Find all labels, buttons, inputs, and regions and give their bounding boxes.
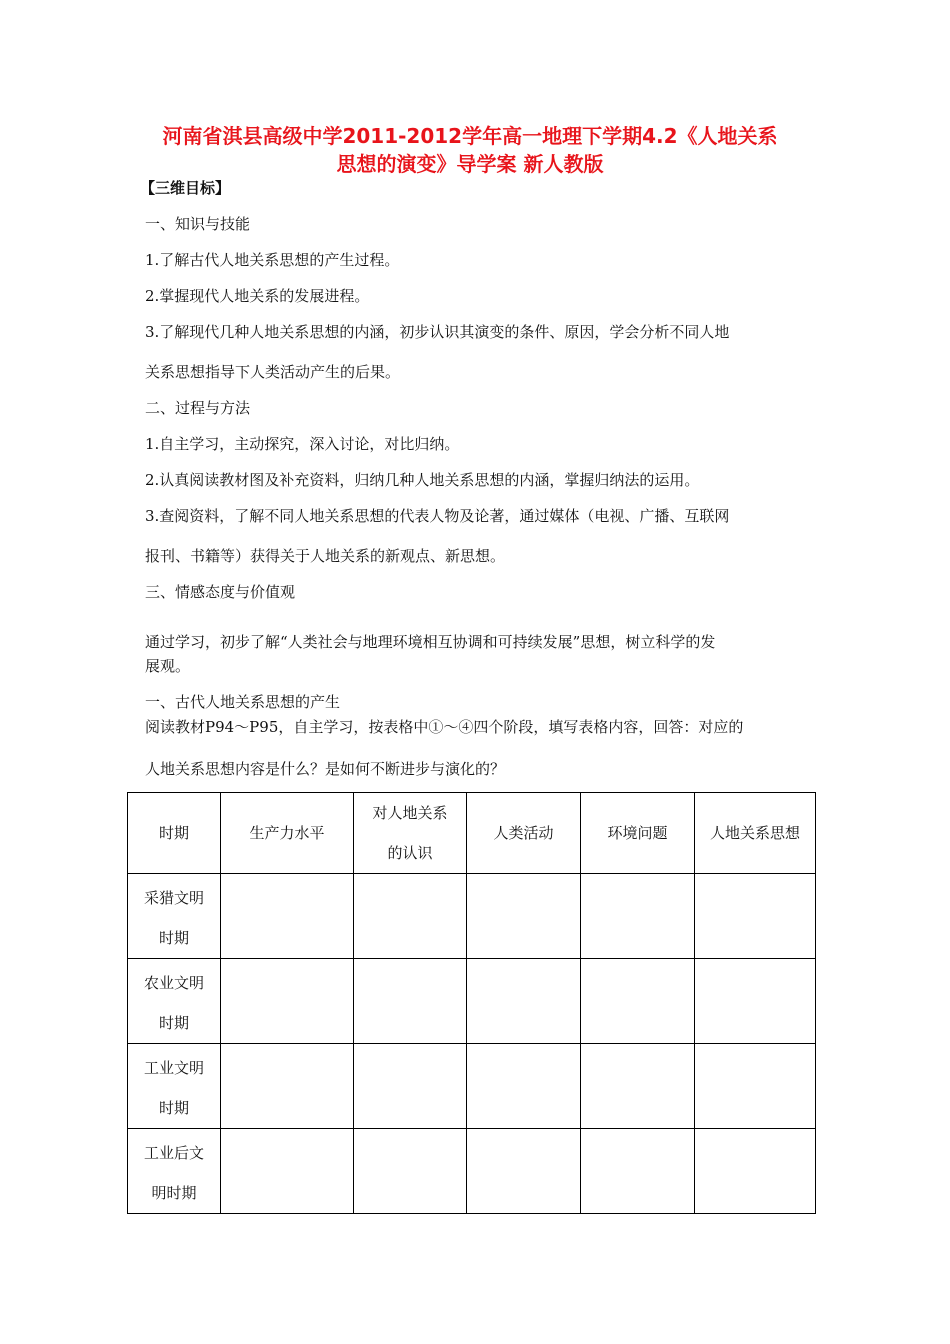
knowledge-item-3b: 关系思想指导下人类活动产生的后果。: [145, 363, 401, 381]
knowledge-item-2: 2.掌握现代人地关系的发展进程。: [145, 287, 370, 305]
table-row: [128, 1129, 816, 1214]
process-item-3a: 3.查阅资料，了解不同人地关系思想的代表人物及论著，通过媒体（电视、广播、互联网: [145, 507, 730, 525]
part1-heading: 一、古代人地关系思想的产生: [145, 693, 341, 711]
knowledge-item-3a: 3.了解现代几种人地关系思想的内涵，初步认识其演变的条件、原因，学会分析不同人地: [145, 323, 730, 341]
period-line-2: 时期: [158, 1099, 189, 1117]
period-cell: [128, 874, 221, 959]
blank-cell[interactable]: [581, 1129, 695, 1214]
process-heading: 二、过程与方法: [145, 399, 251, 417]
process-item-1: 1.自主学习，主动探究，深入讨论，对比归纳。: [145, 435, 460, 453]
blank-cell[interactable]: [467, 1044, 581, 1129]
process-item-3b: 报刊、书籍等）获得关于人地关系的新观点、新思想。: [145, 547, 506, 565]
table-header-row: [128, 793, 816, 874]
section-header: 【三维目标】: [140, 179, 231, 197]
blank-cell[interactable]: [581, 874, 695, 959]
period-line-1: 采猎文明: [143, 889, 204, 907]
period-line-2: 明时期: [151, 1184, 197, 1202]
document-title: [120, 122, 820, 178]
header-cognition: [354, 793, 467, 874]
emotion-item-1a: 通过学习，初步了解“人类社会与地理环境相互协调和可持续发展”思想，树立科学的发: [145, 633, 716, 651]
header-env: 环境问题: [581, 793, 695, 874]
period-cell: [128, 1129, 221, 1214]
table-row: [128, 874, 816, 959]
blank-cell[interactable]: [467, 874, 581, 959]
blank-cell[interactable]: [695, 874, 816, 959]
header-cognition-line-2: 的认识: [387, 844, 433, 862]
blank-cell[interactable]: [354, 1044, 467, 1129]
blank-cell[interactable]: [695, 959, 816, 1044]
emotion-item-1b: 展观。: [145, 657, 191, 675]
knowledge-item-1: 1.了解古代人地关系思想的产生过程。: [145, 251, 400, 269]
blank-cell[interactable]: [354, 1129, 467, 1214]
table-row: [128, 959, 816, 1044]
blank-cell[interactable]: [354, 959, 467, 1044]
blank-cell[interactable]: [467, 1129, 581, 1214]
period-line-2: 时期: [158, 929, 189, 947]
table-row: [128, 1044, 816, 1129]
period-line-1: 农业文明: [143, 974, 204, 992]
blank-cell[interactable]: [695, 1044, 816, 1129]
title-line-2: 思想的演变》导学案 新人教版: [336, 152, 604, 176]
part1-instruction-a: 阅读教材P94～P95，自主学习，按表格中①～④四个阶段，填写表格内容，回答：对应的: [145, 718, 744, 736]
title-line-1: 河南省淇县高级中学2011-2012学年高一地理下学期4.2《人地关系: [162, 124, 778, 148]
period-line-1: 工业后文: [143, 1144, 204, 1162]
blank-cell[interactable]: [581, 1044, 695, 1129]
period-line-2: 时期: [158, 1014, 189, 1032]
header-thought: 人地关系思想: [695, 793, 816, 874]
period-line-1: 工业文明: [143, 1059, 204, 1077]
header-period: 时期: [128, 793, 221, 874]
blank-cell[interactable]: [581, 959, 695, 1044]
blank-cell[interactable]: [221, 874, 354, 959]
blank-cell[interactable]: [221, 959, 354, 1044]
header-activity: 人类活动: [467, 793, 581, 874]
civilization-table: [127, 792, 816, 1214]
blank-cell[interactable]: [354, 874, 467, 959]
period-cell: [128, 959, 221, 1044]
blank-cell[interactable]: [221, 1044, 354, 1129]
header-productivity: 生产力水平: [221, 793, 354, 874]
blank-cell[interactable]: [221, 1129, 354, 1214]
blank-cell[interactable]: [695, 1129, 816, 1214]
process-item-2: 2.认真阅读教材图及补充资料，归纳几种人地关系思想的内涵，掌握归纳法的运用。: [145, 471, 700, 489]
emotion-heading: 三、情感态度与价值观: [145, 583, 296, 601]
header-cognition-line-1: 对人地关系: [372, 804, 448, 822]
period-cell: [128, 1044, 221, 1129]
knowledge-heading: 一、知识与技能: [145, 215, 251, 233]
part1-instruction-b: 人地关系思想内容是什么？是如何不断进步与演化的？: [145, 760, 506, 778]
blank-cell[interactable]: [467, 959, 581, 1044]
